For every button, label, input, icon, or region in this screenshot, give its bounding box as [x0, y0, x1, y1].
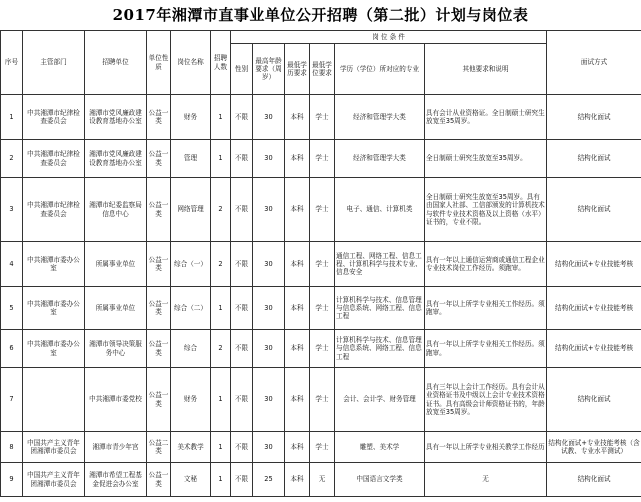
- cell-gender: 不限: [231, 178, 253, 242]
- cell-seq: 8: [1, 432, 23, 463]
- cell-post: 综合（一）: [171, 242, 211, 287]
- header-degree: 最低学位要求: [310, 44, 335, 95]
- header-seq: 序号: [1, 31, 23, 95]
- recruitment-table: [0, 30, 641, 497]
- header-conditions: 岗 位 条 件: [231, 31, 547, 44]
- cell-count: 1: [211, 140, 231, 178]
- cell-degree: 学士: [310, 95, 335, 140]
- cell-major: 电子、通信、计算机类: [335, 178, 425, 242]
- cell-count: 2: [211, 242, 231, 287]
- cell-post: 美术教学: [171, 432, 211, 463]
- cell-edu: 本科: [285, 330, 310, 368]
- cell-exam: 结构化面试: [547, 95, 641, 140]
- cell-unit: 湘潭市希望工程基金促进会办公室: [85, 463, 147, 497]
- cell-degree: 学士: [310, 242, 335, 287]
- header-count: 招聘人数: [211, 31, 231, 95]
- cell-post: 综合（二）: [171, 287, 211, 330]
- cell-other: 具有一年以上所学专业相关工作经历。须跑审。: [425, 287, 547, 330]
- cell-major: 会计、会计学、财务管理: [335, 368, 425, 432]
- cell-age: 30: [253, 330, 285, 368]
- table-row: [1, 242, 641, 287]
- cell-edu: 本科: [285, 463, 310, 497]
- cell-major: 计算机科学与技术、信息管理与信息系统、网络工程、信息工程: [335, 330, 425, 368]
- cell-exam: 结构化面试+专业技能考核（含试教、专业水平测试）: [547, 432, 641, 463]
- cell-gender: 不限: [231, 95, 253, 140]
- cell-unit: 湘潭市纪委监察局信息中心: [85, 178, 147, 242]
- cell-unit: 中共湘潭市委党校: [85, 368, 147, 432]
- cell-major: 通信工程、网络工程、信息工程、计算机科学与技术专业、信息安全: [335, 242, 425, 287]
- cell-nature: 公益一类: [147, 463, 171, 497]
- cell-post: 财务: [171, 368, 211, 432]
- cell-exam: 结构化面试: [547, 368, 641, 432]
- cell-nature: 公益二类: [147, 432, 171, 463]
- cell-dept: 中共湘潭市纪律检查委员会: [23, 140, 85, 178]
- cell-count: 1: [211, 463, 231, 497]
- cell-other: 全日制硕士研究生放宽至35周岁。: [425, 140, 547, 178]
- cell-gender: 不限: [231, 140, 253, 178]
- cell-edu: 本科: [285, 242, 310, 287]
- cell-age: 30: [253, 140, 285, 178]
- cell-other: 具有一年以上所学专业相关教学工作经历: [425, 432, 547, 463]
- cell-dept: 中共湘潭市委办公室: [23, 242, 85, 287]
- cell-age: 30: [253, 178, 285, 242]
- cell-degree: 无: [310, 463, 335, 497]
- cell-degree: 学士: [310, 330, 335, 368]
- table-row: [1, 178, 641, 242]
- cell-exam: 结构化面试+专业技能考核: [547, 330, 641, 368]
- cell-degree: 学士: [310, 368, 335, 432]
- cell-degree: 学士: [310, 287, 335, 330]
- cell-unit: 湘潭市党风廉政建设教育基地办公室: [85, 140, 147, 178]
- cell-other: 全日制硕士研究生放宽至35周岁。具有由国家人社部、工信部颁发的计算机技术与软件专业技术资格及以上资格（水平）证书的，专业不限。: [425, 178, 547, 242]
- cell-unit: 湘潭市领导决策服务中心: [85, 330, 147, 368]
- cell-seq: 5: [1, 287, 23, 330]
- cell-edu: 本科: [285, 140, 310, 178]
- cell-age: 30: [253, 95, 285, 140]
- cell-other: 无: [425, 463, 547, 497]
- cell-seq: 2: [1, 140, 23, 178]
- cell-edu: 本科: [285, 368, 310, 432]
- cell-edu: 本科: [285, 432, 310, 463]
- cell-nature: 公益一类: [147, 330, 171, 368]
- cell-major: 经济和管理学大类: [335, 140, 425, 178]
- cell-unit: 湘潭市党风廉政建设教育基地办公室: [85, 95, 147, 140]
- cell-degree: 学士: [310, 432, 335, 463]
- cell-count: 2: [211, 178, 231, 242]
- cell-nature: 公益一类: [147, 287, 171, 330]
- cell-exam: 结构化面试: [547, 463, 641, 497]
- cell-seq: 3: [1, 178, 23, 242]
- header-exam: 面试方式: [547, 31, 641, 95]
- cell-count: 1: [211, 368, 231, 432]
- cell-seq: 6: [1, 330, 23, 368]
- cell-nature: 公益一类: [147, 178, 171, 242]
- cell-dept: 中国共产主义青年团湘潭市委员会: [23, 432, 85, 463]
- cell-edu: 本科: [285, 95, 310, 140]
- cell-post: 管理: [171, 140, 211, 178]
- cell-dept: 中共湘潭市纪律检查委员会: [23, 178, 85, 242]
- table-row: [1, 432, 641, 463]
- cell-count: 1: [211, 95, 231, 140]
- table-row: [1, 463, 641, 497]
- cell-gender: 不限: [231, 287, 253, 330]
- cell-age: 30: [253, 242, 285, 287]
- cell-seq: 4: [1, 242, 23, 287]
- header-gender: 性别: [231, 44, 253, 95]
- cell-degree: 学士: [310, 178, 335, 242]
- table-row: [1, 330, 641, 368]
- cell-other: 具有三年以上会计工作经历。具有会计从业资格证书及中级以上会计专业技术资格证书。具有高级会计师资格证书的，年龄放宽至35周岁。: [425, 368, 547, 432]
- cell-exam: 结构化面试+专业技能考核: [547, 242, 641, 287]
- cell-nature: 公益一类: [147, 368, 171, 432]
- cell-dept: 中国共产主义青年团湘潭市委员会: [23, 463, 85, 497]
- cell-post: 文秘: [171, 463, 211, 497]
- cell-dept: 中共湘潭市委办公室: [23, 287, 85, 330]
- table-row: [1, 95, 641, 140]
- cell-count: 1: [211, 432, 231, 463]
- table-row: [1, 140, 641, 178]
- cell-post: 网络管理: [171, 178, 211, 242]
- cell-dept: 中共湘潭市委办公室: [23, 330, 85, 368]
- page-title: 2017年湘潭市直事业单位公开招聘（第二批）计划与岗位表: [112, 6, 529, 24]
- cell-count: 1: [211, 287, 231, 330]
- cell-major: 中国语言文学类: [335, 463, 425, 497]
- cell-major: 计算机科学与技术、信息管理与信息系统、网络工程、信息工程: [335, 287, 425, 330]
- cell-seq: 9: [1, 463, 23, 497]
- header-major: 学历（学位）所对应的专业: [335, 44, 425, 95]
- cell-age: 30: [253, 432, 285, 463]
- cell-gender: 不限: [231, 432, 253, 463]
- header-other: 其他要求和说明: [425, 44, 547, 95]
- cell-post: 财务: [171, 95, 211, 140]
- cell-dept: [23, 368, 85, 432]
- cell-exam: 结构化面试: [547, 178, 641, 242]
- cell-edu: 本科: [285, 287, 310, 330]
- cell-age: 25: [253, 463, 285, 497]
- header-dept: 主管部门: [23, 31, 85, 95]
- cell-exam: 结构化面试+专业技能考核: [547, 287, 641, 330]
- table-row: [1, 368, 641, 432]
- cell-edu: 本科: [285, 178, 310, 242]
- cell-post: 综合: [171, 330, 211, 368]
- cell-dept: 中共湘潭市纪律检查委员会: [23, 95, 85, 140]
- cell-gender: 不限: [231, 463, 253, 497]
- cell-count: 2: [211, 330, 231, 368]
- cell-degree: 学士: [310, 140, 335, 178]
- cell-major: 经济和管理学大类: [335, 95, 425, 140]
- cell-other: 具有一年以上通信运营商或通信工程企业专业技术岗位工作经历。须跑审。: [425, 242, 547, 287]
- cell-other: 具有一年以上所学专业相关工作经历。须跑审。: [425, 330, 547, 368]
- cell-major: 雕塑、美术学: [335, 432, 425, 463]
- cell-seq: 1: [1, 95, 23, 140]
- table-row: [1, 287, 641, 330]
- header-age: 最高年龄要求（周岁）: [253, 44, 285, 95]
- cell-gender: 不限: [231, 242, 253, 287]
- header-post: 岗位名称: [171, 31, 211, 95]
- header-nature: 单位性质: [147, 31, 171, 95]
- cell-seq: 7: [1, 368, 23, 432]
- cell-unit: 湘潭市青少年宫: [85, 432, 147, 463]
- header-edu: 最低学历要求: [285, 44, 310, 95]
- cell-unit: 所属事业单位: [85, 287, 147, 330]
- header-unit: 招聘单位: [85, 31, 147, 95]
- cell-age: 30: [253, 287, 285, 330]
- cell-nature: 公益一类: [147, 242, 171, 287]
- cell-unit: 所属事业单位: [85, 242, 147, 287]
- cell-age: 30: [253, 368, 285, 432]
- cell-nature: 公益一类: [147, 95, 171, 140]
- cell-other: 具有会计从业资格证。全日制硕士研究生放宽至35周岁。: [425, 95, 547, 140]
- cell-exam: 结构化面试: [547, 140, 641, 178]
- cell-gender: 不限: [231, 368, 253, 432]
- cell-gender: 不限: [231, 330, 253, 368]
- cell-nature: 公益一类: [147, 140, 171, 178]
